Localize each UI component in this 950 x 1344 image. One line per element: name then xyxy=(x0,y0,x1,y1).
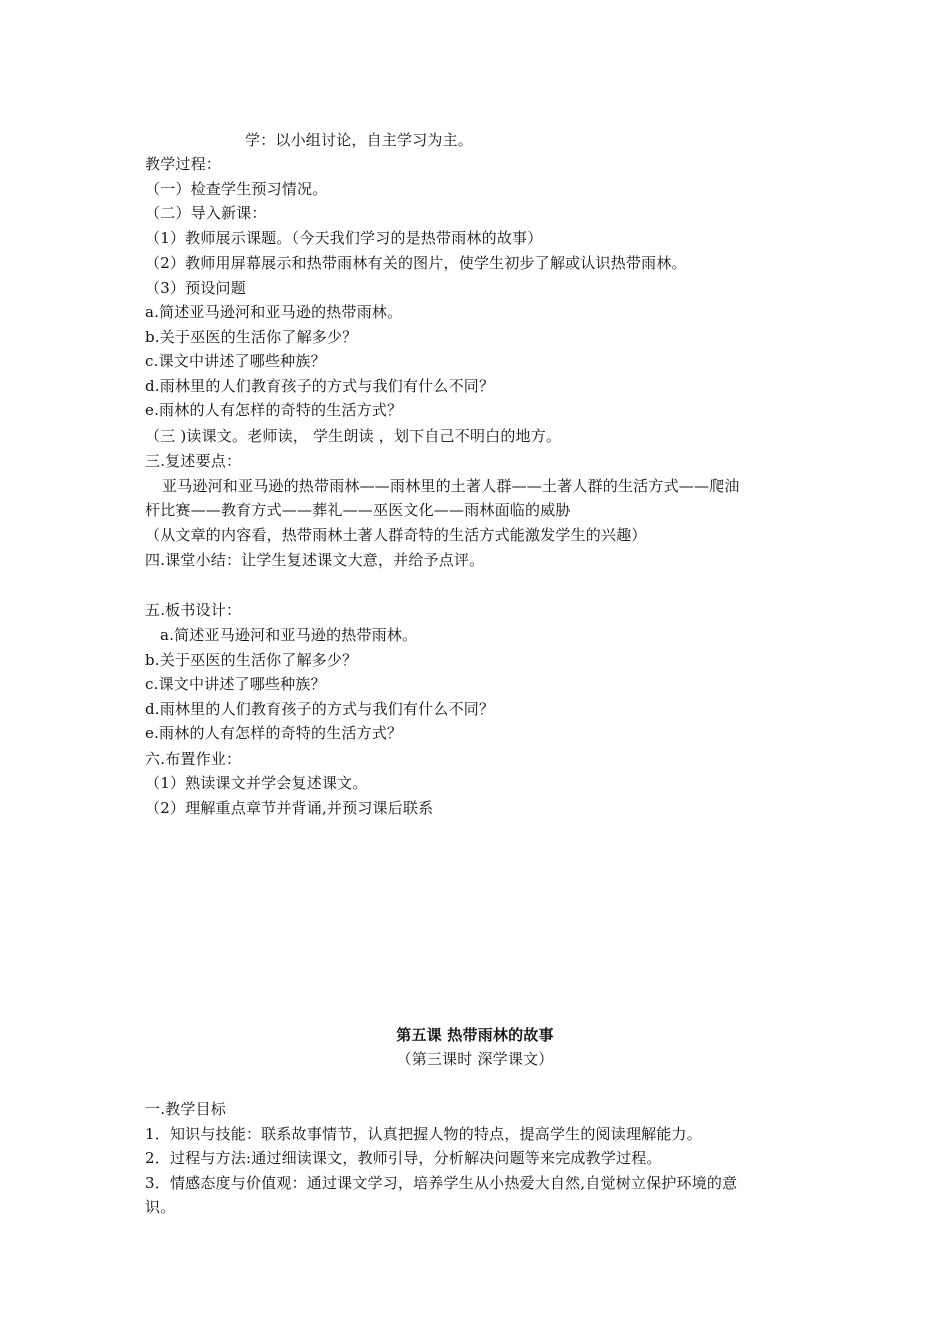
board-item: c.课文中讲述了哪些种族？ xyxy=(145,675,326,693)
retell-note: （从文章的内容看，热带雨林土著人群奇特的生活方式能激发学生的兴趣） xyxy=(145,526,647,544)
process-step: （一）检查学生预习情况。 xyxy=(145,180,328,198)
process-step: （二）导入新课： xyxy=(145,204,267,222)
board-item: d.雨林里的人们教育孩子的方式与我们有什么不同？ xyxy=(145,700,495,718)
homework-item: （2）理解重点章节并背诵,并预习课后联系 xyxy=(145,799,434,817)
lesson-subtitle: （第三课时 深学课文） xyxy=(396,1050,554,1068)
goal-item: 1．知识与技能：联系故事情节，认真把握人物的特点，提高学生的阅读理解能力。 xyxy=(145,1125,702,1143)
retell-heading: 三.复述要点： xyxy=(145,452,242,470)
goal-item-wrap: 识。 xyxy=(145,1198,176,1216)
question-item: b.关于巫医的生活你了解多少？ xyxy=(145,328,358,346)
lesson-title: 第五课 热带雨林的故事 xyxy=(396,1026,554,1044)
question-item: d.雨林里的人们教育孩子的方式与我们有什么不同？ xyxy=(145,377,495,395)
process-step: （3）预设问题 xyxy=(145,279,246,297)
read-step: （三 )读课文。老师读， 学生朗读 ，划下自己不明白的地方。 xyxy=(145,427,562,445)
process-heading: 教学过程： xyxy=(145,155,222,173)
question-item: a.简述亚马逊河和亚马逊的热带雨林。 xyxy=(145,303,403,321)
question-item: e.雨林的人有怎样的奇特的生活方式？ xyxy=(145,401,403,419)
board-item: a.简述亚马逊河和亚马逊的热带雨林。 xyxy=(160,626,418,644)
homework-item: （1）熟读课文并学会复述课文。 xyxy=(145,774,368,792)
board-item: e.雨林的人有怎样的奇特的生活方式？ xyxy=(145,724,403,742)
method-line: 学：以小组讨论，自主学习为主。 xyxy=(245,131,474,149)
board-item: b.关于巫医的生活你了解多少？ xyxy=(145,651,358,669)
process-step: （1）教师展示课题。（今天我们学习的是热带雨林的故事） xyxy=(145,229,543,247)
process-step: （2）教师用屏幕展示和热带雨林有关的图片，使学生初步了解或认识热带雨林。 xyxy=(145,254,687,272)
goals-heading: 一.教学目标 xyxy=(145,1100,226,1118)
homework-heading: 六.布置作业： xyxy=(145,750,242,768)
class-summary: 四.课堂小结：让学生复述课文大意，并给予点评。 xyxy=(145,551,485,569)
retell-line: 亚马逊河和亚马逊的热带雨林——雨林里的土著人群——土著人群的生活方式——爬油 xyxy=(162,477,740,495)
goal-item: 2．过程与方法:通过细读课文，教师引导，分析解决问题等来完成教学过程。 xyxy=(145,1149,662,1167)
retell-line: 杆比赛——教育方式——葬礼——巫医文化——雨林面临的威胁 xyxy=(145,501,571,519)
goal-item: 3．情感态度与价值观：通过课文学习，培养学生从小热爱大自然,自觉树立保护环境的意 xyxy=(145,1174,738,1192)
question-item: c.课文中讲述了哪些种族？ xyxy=(145,352,326,370)
board-heading: 五.板书设计： xyxy=(145,601,242,619)
